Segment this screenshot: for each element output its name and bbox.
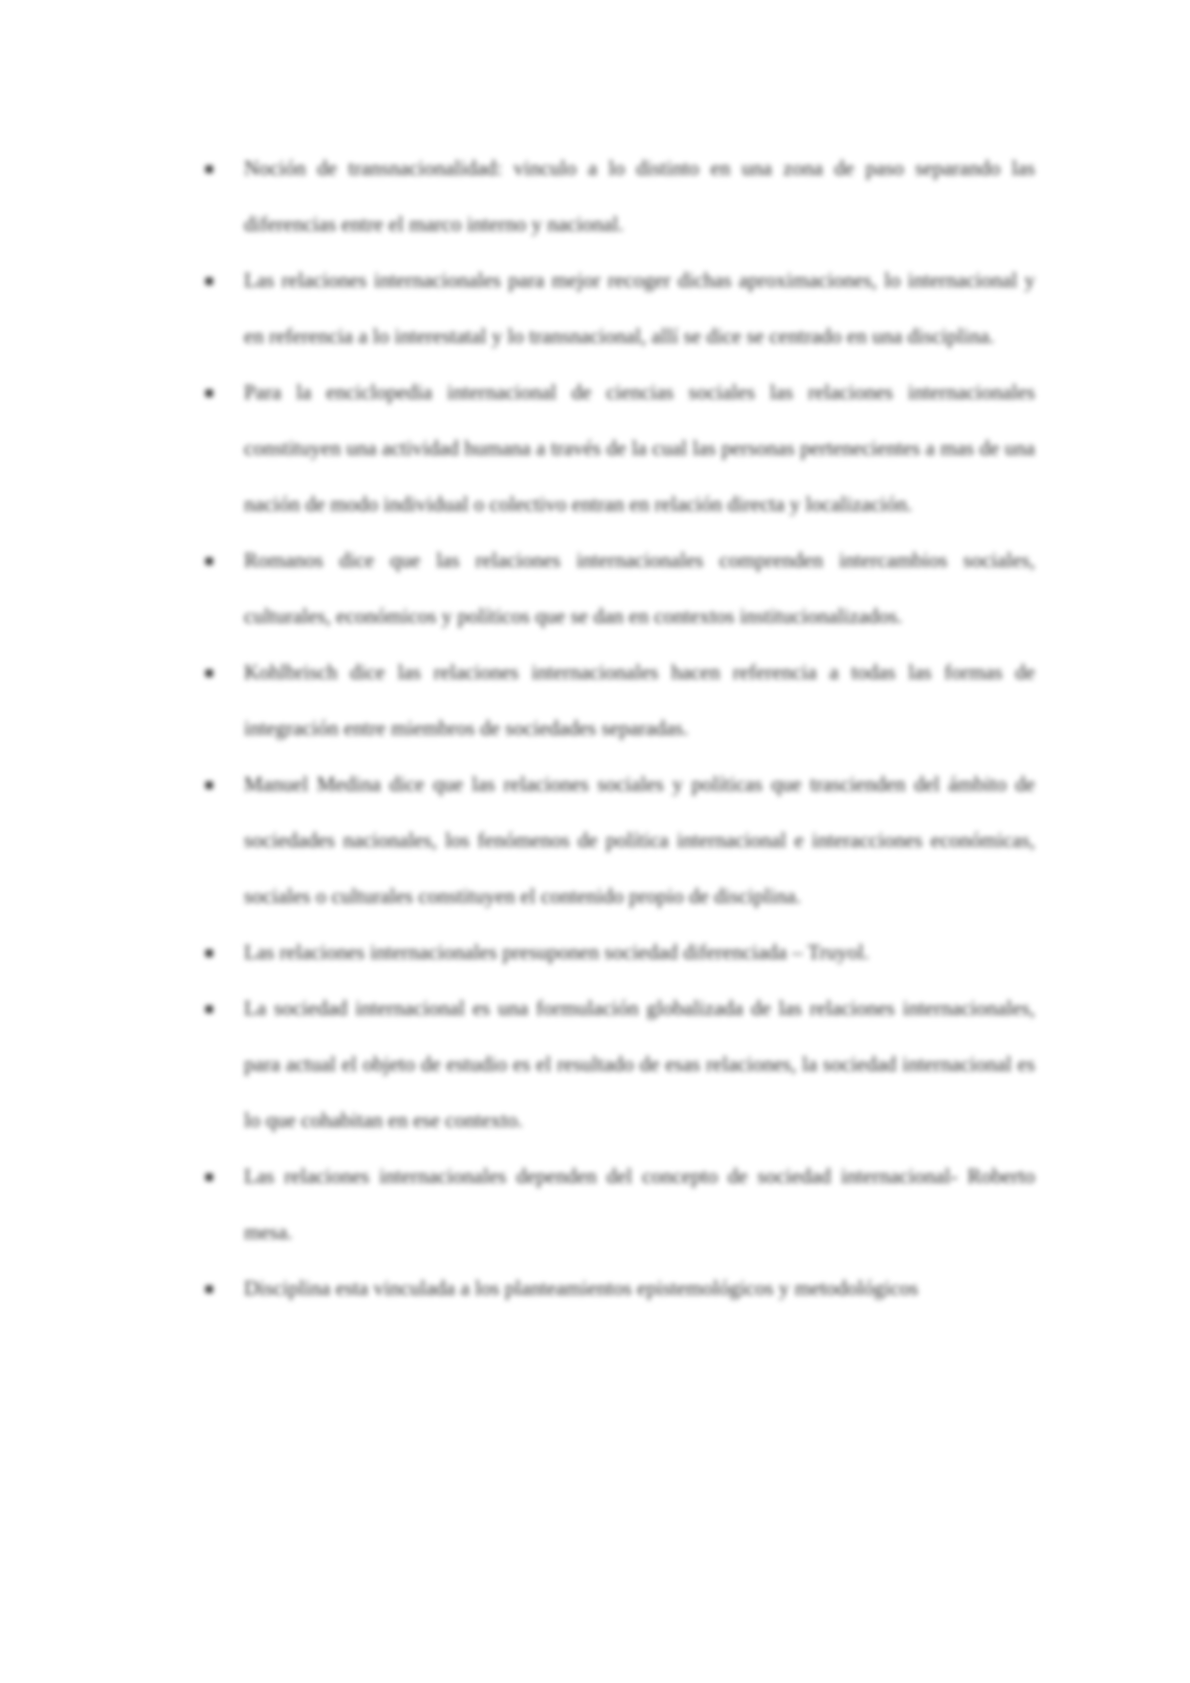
list-item-text: Las relaciones internacionales dependen del concepto de sociedad internacional- Roberto mesa.: [244, 1164, 1035, 1244]
bullet-list: [200, 140, 1035, 1316]
bullet-icon: ▪: [204, 663, 215, 681]
list-item-text: La sociedad internacional es una formulación globalizada de las relaciones internacionales, para actual el objeto de estudio es el resultado de esas relaciones, la sociedad internacional es lo que cohabitan en ese contexto.: [244, 996, 1035, 1132]
list-item-text: Para la enciclopedia internacional de ciencias sociales las relaciones internacionales constituyen una actividad humana a través de la cual las personas pertenecientes a mas de una nación de modo individual o colectivo entran en relación directa y localización.: [244, 380, 1035, 516]
document-body: [200, 140, 1035, 1316]
bullet-icon: ▪: [204, 999, 215, 1017]
list-item: [200, 980, 1035, 1148]
list-item: [200, 252, 1035, 364]
bullet-icon: ▪: [204, 943, 215, 961]
list-item-text: Disciplina esta vinculada a los planteamientos epistemológicos y metodológicos: [244, 1276, 919, 1300]
list-item: [200, 364, 1035, 532]
list-item: [200, 924, 1035, 980]
bullet-icon: ▪: [204, 271, 215, 289]
list-item-text: Kohlbrisch dice las relaciones internacionales hacen referencia a todas las formas de integración entre miembros de sociedades separadas.: [244, 660, 1035, 740]
bullet-icon: ▪: [204, 1279, 215, 1297]
list-item-text: Romanos dice que las relaciones internacionales comprenden intercambios sociales, culturales, económicos y políticos que se dan en contextos institucionalizados.: [244, 548, 1035, 628]
list-item: [200, 140, 1035, 252]
list-item-text: Manuel Medina dice que las relaciones sociales y políticas que trascienden del ámbito de sociedades nacionales, los fenómenos de política internacional e interacciones económicas, sociales o culturales constituyen el contenido propio de disciplina.: [244, 772, 1035, 908]
list-item-text: Las relaciones internacionales para mejor recoger dichas aproximaciones, lo internacional y en referencia a lo interestatal y lo transnacional, allí se dice se centrado en una disciplina.: [244, 268, 1035, 348]
bullet-icon: ▪: [204, 383, 215, 401]
list-item: [200, 1260, 1035, 1316]
list-item-text: Noción de transnacionalidad: vinculo a lo distinto en una zona de paso separando las diferencias entre el marco interno y nacional.: [244, 156, 1035, 236]
bullet-icon: ▪: [204, 775, 215, 793]
bullet-icon: ▪: [204, 551, 215, 569]
bullet-icon: ▪: [204, 1167, 215, 1185]
list-item: [200, 1148, 1035, 1260]
list-item: [200, 756, 1035, 924]
list-item: [200, 644, 1035, 756]
bullet-icon: ▪: [204, 159, 215, 177]
list-item-text: Las relaciones internacionales presuponen sociedad diferenciada – Truyol.: [244, 940, 870, 964]
list-item: [200, 532, 1035, 644]
